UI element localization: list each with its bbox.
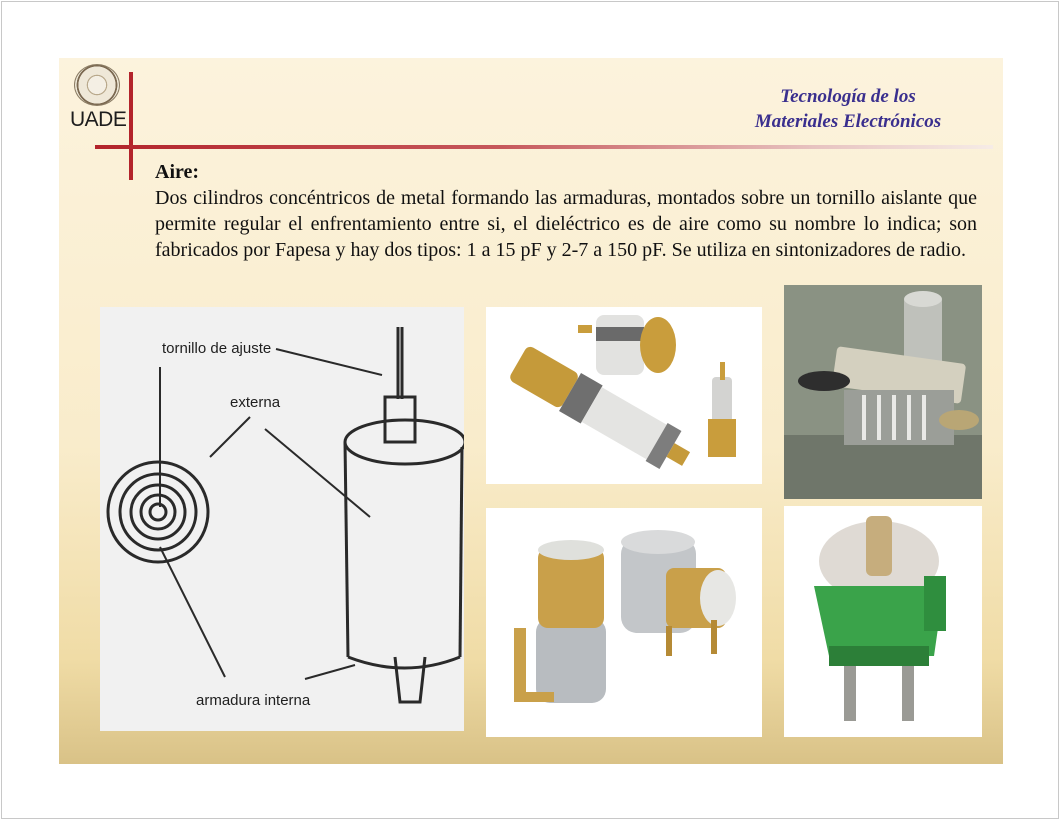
diagram-label-screw: tornillo de ajuste	[162, 340, 272, 357]
section-heading: Aire:	[155, 161, 200, 183]
uade-logo	[70, 64, 127, 132]
green-trimmer-capacitor-photo	[784, 506, 982, 737]
capacitor-diagram-image	[100, 307, 464, 731]
course-title	[728, 84, 968, 134]
course-title-line1: Tecnología de los	[780, 86, 916, 107]
course-title-line2: Materiales Electrónicos	[754, 111, 942, 132]
accent-horizontal-line	[95, 145, 993, 149]
silver-trimmer-capacitors-photo	[486, 508, 762, 737]
air-trimmer-capacitor-photo	[784, 285, 982, 499]
logo-wordmark: UADE	[70, 108, 127, 131]
slide-content	[155, 159, 977, 263]
diagram-label-external: externa	[230, 394, 281, 411]
university-seal-icon	[74, 64, 120, 106]
accent-vertical-line	[129, 72, 133, 180]
diagram-label-internal: armadura interna	[196, 692, 311, 709]
gold-trimmer-capacitors-photo	[486, 307, 762, 484]
description-paragraph: Dos cilindros concéntricos de metal formando las armaduras, montados sobre un tornillo aislante que permite regular el enfrentamiento entre si, el dieléctrico es de aire como su nombre lo indica; son fabricados por Fapesa y hay dos tipos: 1 a 15 pF y 2-7 a 150 pF. Se utiliza en sintonizadores de radio.	[155, 187, 977, 261]
